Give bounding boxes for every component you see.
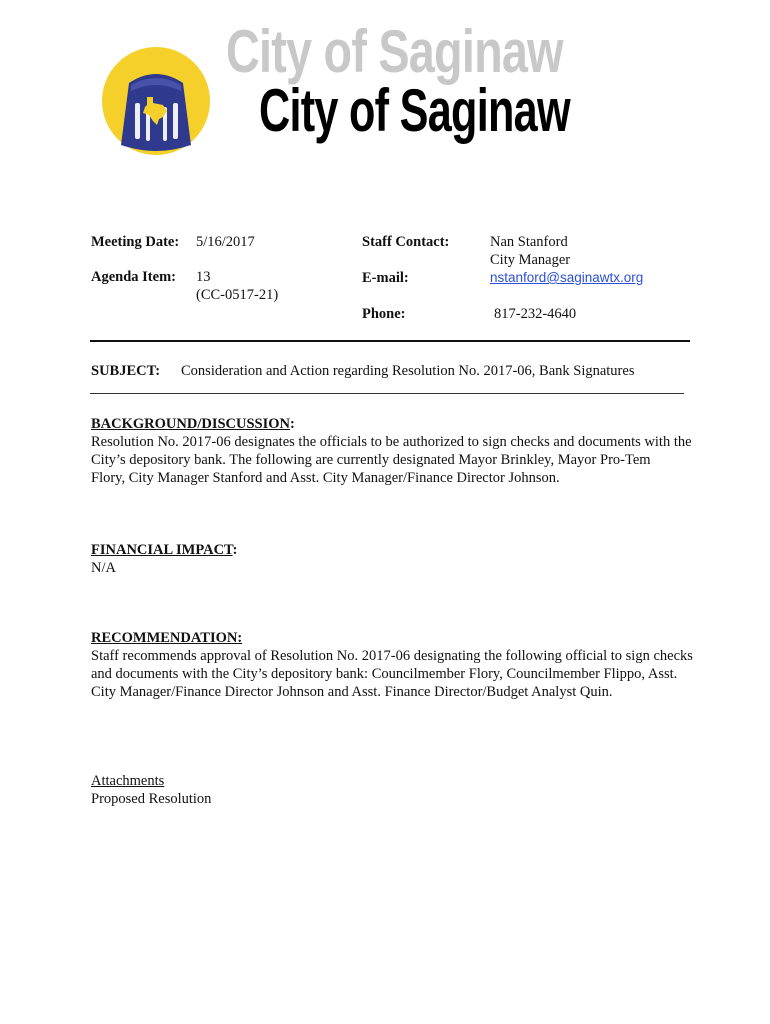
staff-contact-label: Staff Contact:: [362, 234, 450, 250]
financial-text: N/A: [91, 560, 116, 576]
city-logo-water-tower-icon: [101, 45, 211, 160]
recommendation-paragraph: [91, 647, 691, 701]
phone-value: 817-232-4640: [494, 306, 577, 322]
recommendation-line: City Manager/Finance Director Johnson and Asst. Finance Director/Budget Analyst Quin.: [91, 684, 613, 700]
attachments-heading: Attachments: [91, 773, 165, 789]
subject-text: Consideration and Action regarding Resolution No. 2017-06, Bank Signatures: [181, 363, 635, 379]
meeting-date-value: 5/16/2017: [196, 234, 255, 250]
financial-heading-colon: :: [232, 542, 238, 558]
meeting-date-label: Meeting Date:: [91, 234, 180, 250]
recommendation-heading: RECOMMENDATION:: [91, 630, 243, 646]
financial-heading: [91, 541, 238, 559]
financial-heading-text: FINANCIAL IMPACT: [91, 542, 233, 558]
email-label: E-mail:: [362, 270, 409, 286]
background-paragraph: [91, 433, 691, 487]
attachment-item: Proposed Resolution: [91, 791, 212, 807]
background-line: City’s depository bank. The following are currently designated Mayor Brinkley, Mayor Pro-Tem: [91, 452, 651, 468]
divider-thin: [90, 393, 684, 394]
agenda-item-label: Agenda Item:: [91, 269, 176, 285]
background-heading-text: BACKGROUND/DISCUSSION: [91, 416, 291, 432]
title-shadow: City of Saginaw: [226, 18, 563, 85]
background-line: Flory, City Manager Stanford and Asst. City Manager/Finance Director Johnson.: [91, 470, 560, 486]
recommendation-line: Staff recommends approval of Resolution No. 2017-06 designating the following official to sign checks: [91, 648, 693, 664]
phone-label: Phone:: [362, 306, 406, 322]
background-heading-colon: :: [290, 416, 295, 432]
background-line: Resolution No. 2017-06 designates the officials to be authorized to sign checks and documents with the: [91, 434, 692, 450]
divider-thick: [90, 340, 690, 342]
staff-contact-name: Nan Stanford: [490, 234, 568, 250]
subject-label: SUBJECT:: [91, 363, 161, 379]
email-link[interactable]: nstanford@saginawtx.org: [490, 270, 644, 285]
staff-contact-title: City Manager: [490, 252, 571, 268]
agenda-item-code: (CC-0517-21): [196, 287, 279, 303]
agenda-item-value: 13: [196, 269, 211, 285]
background-heading: [91, 415, 295, 433]
page-title: City of Saginaw: [259, 77, 570, 144]
recommendation-line: and documents with the City’s depository bank: Councilmember Flory, Councilmember Flippo, Asst.: [91, 666, 678, 682]
